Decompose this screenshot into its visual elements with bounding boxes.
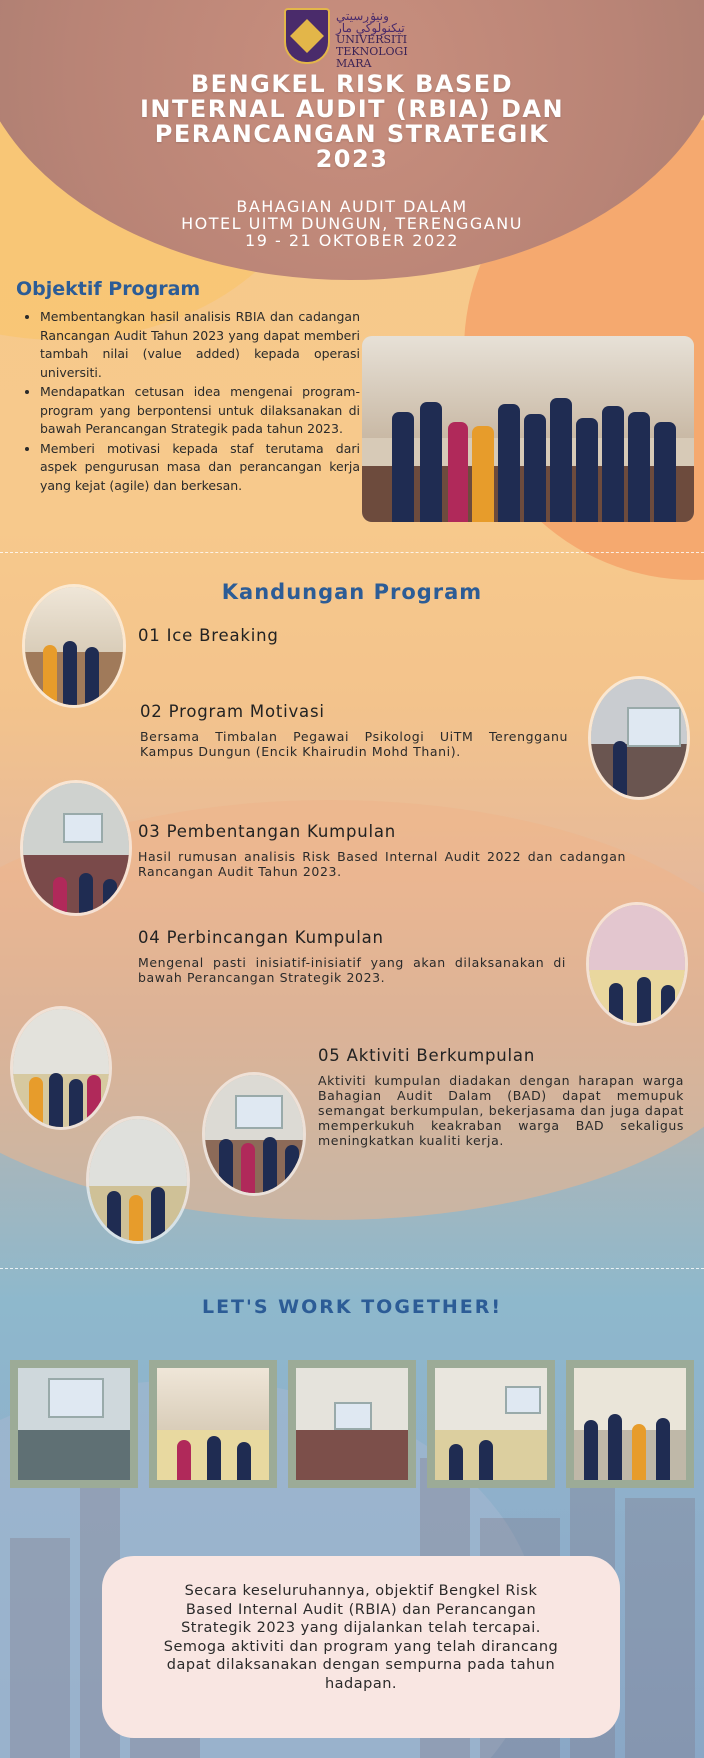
- logo-line-3: MARA: [336, 57, 372, 70]
- photo-gallery: [10, 1360, 694, 1488]
- item-heading: 04 Perbincangan Kumpulan: [138, 928, 384, 947]
- item-text: Bersama Timbalan Pegawai Psikologi UiTM Terengganu Kampus Dungun (Encik Khairudin Mohd Thani).: [140, 729, 568, 759]
- perbincangan-photo: [586, 902, 688, 1026]
- objektif-bullet: • Memberi motivasi kepada staf terutama dari aspek pengurusan masa dan perancangan kerja yang kejat (agile) dan berkesan.: [40, 440, 360, 496]
- objektif-list: [14, 308, 360, 496]
- item-text: Mengenal pasti inisiatif-inisiatif yang akan dilaksanakan di bawah Perancangan Strategik 2023.: [138, 955, 566, 985]
- subtitle-line-3: 19 - 21 OKTOBER 2022: [245, 231, 459, 250]
- page-subtitle: [60, 198, 644, 249]
- item-heading: 05 Aktiviti Berkumpulan: [318, 1046, 536, 1065]
- kandungan-title: Kandungan Program: [221, 580, 483, 604]
- header: [0, 0, 704, 280]
- logo-jawi-text: ونيۏرسيتي تيكنولوڬي مار: [336, 9, 405, 35]
- objektif-bullet: • Membentangkan hasil analisis RBIA dan cadangan Rancangan Audit Tahun 2023 yang dapat memberi tambah nilai (value added) kepada operasi universiti.: [40, 308, 360, 382]
- summary-box: Secara keseluruhannya, objektif Bengkel Risk Based Internal Audit (RBIA) dan Perancangan Strategik 2023 yang dijalankan telah tercapai. Semoga aktiviti dan program yang telah dirancang dapat dilaksanakan dengan sempurna pada tahun hadapan.: [102, 1556, 620, 1738]
- objektif-bullet: • Mendapatkan cetusan idea mengenai program-program yang berpontensi untuk dilaksanakan di bawah Perancangan Strategik pada tahun 2023.: [40, 383, 360, 439]
- kandungan-item-1: [138, 626, 558, 645]
- item-heading: 01 Ice Breaking: [138, 626, 279, 645]
- group-photo: [362, 336, 694, 522]
- pembentangan-photo: [20, 780, 132, 916]
- aktiviti-photo-2: [86, 1116, 190, 1244]
- kandungan-item-5: [318, 1046, 684, 1148]
- gallery-photo: [427, 1360, 555, 1488]
- gallery-photo: [288, 1360, 416, 1488]
- gallery-photo: [566, 1360, 694, 1488]
- uitm-logo: [284, 8, 424, 70]
- uitm-crest-icon: [284, 8, 330, 64]
- section-divider: [0, 1268, 704, 1269]
- item-text: Aktiviti kumpulan diadakan dengan harapan warga Bahagian Audit Dalam (BAD) dapat memupuk semangat berkumpulan, bekerjasama dan juga dapat memperkukuh keakraban warga BAD sekaligus meningkatkan kualiti kerja.: [318, 1073, 684, 1148]
- ice-breaking-photo: [22, 584, 126, 708]
- title-line-2: INTERNAL AUDIT (RBIA) DAN: [139, 95, 565, 123]
- subtitle-line-1: BAHAGIAN AUDIT DALAM: [236, 197, 468, 216]
- objektif-title: Objektif Program: [16, 278, 201, 300]
- gallery-photo: [10, 1360, 138, 1488]
- item-text: Hasil rumusan analisis Risk Based Internal Audit 2022 dan cadangan Rancangan Audit Tahun 2023.: [138, 849, 626, 879]
- lets-work-together-heading: LET'S WORK TOGETHER!: [201, 1296, 503, 1318]
- title-line-4: 2023: [315, 145, 389, 173]
- aktiviti-photo-3: [202, 1072, 306, 1196]
- item-heading: 02 Program Motivasi: [140, 702, 325, 721]
- kandungan-item-2: [140, 702, 568, 759]
- logo-line-2: TEKNOLOGI: [336, 45, 408, 58]
- page-title: [60, 72, 644, 172]
- title-line-1: BENGKEL RISK BASED: [190, 70, 514, 98]
- kandungan-item-3: [138, 822, 626, 879]
- aktiviti-photo-1: [10, 1006, 112, 1130]
- subtitle-line-2: HOTEL UITM DUNGUN, TERENGGANU: [181, 214, 523, 233]
- title-line-3: PERANCANGAN STRATEGIK: [154, 120, 550, 148]
- item-heading: 03 Pembentangan Kumpulan: [138, 822, 397, 841]
- kandungan-item-4: [138, 928, 566, 985]
- gallery-photo: [149, 1360, 277, 1488]
- motivasi-photo: [588, 676, 690, 800]
- logo-line-1: UNIVERSITI: [336, 33, 408, 46]
- section-divider: [0, 552, 704, 553]
